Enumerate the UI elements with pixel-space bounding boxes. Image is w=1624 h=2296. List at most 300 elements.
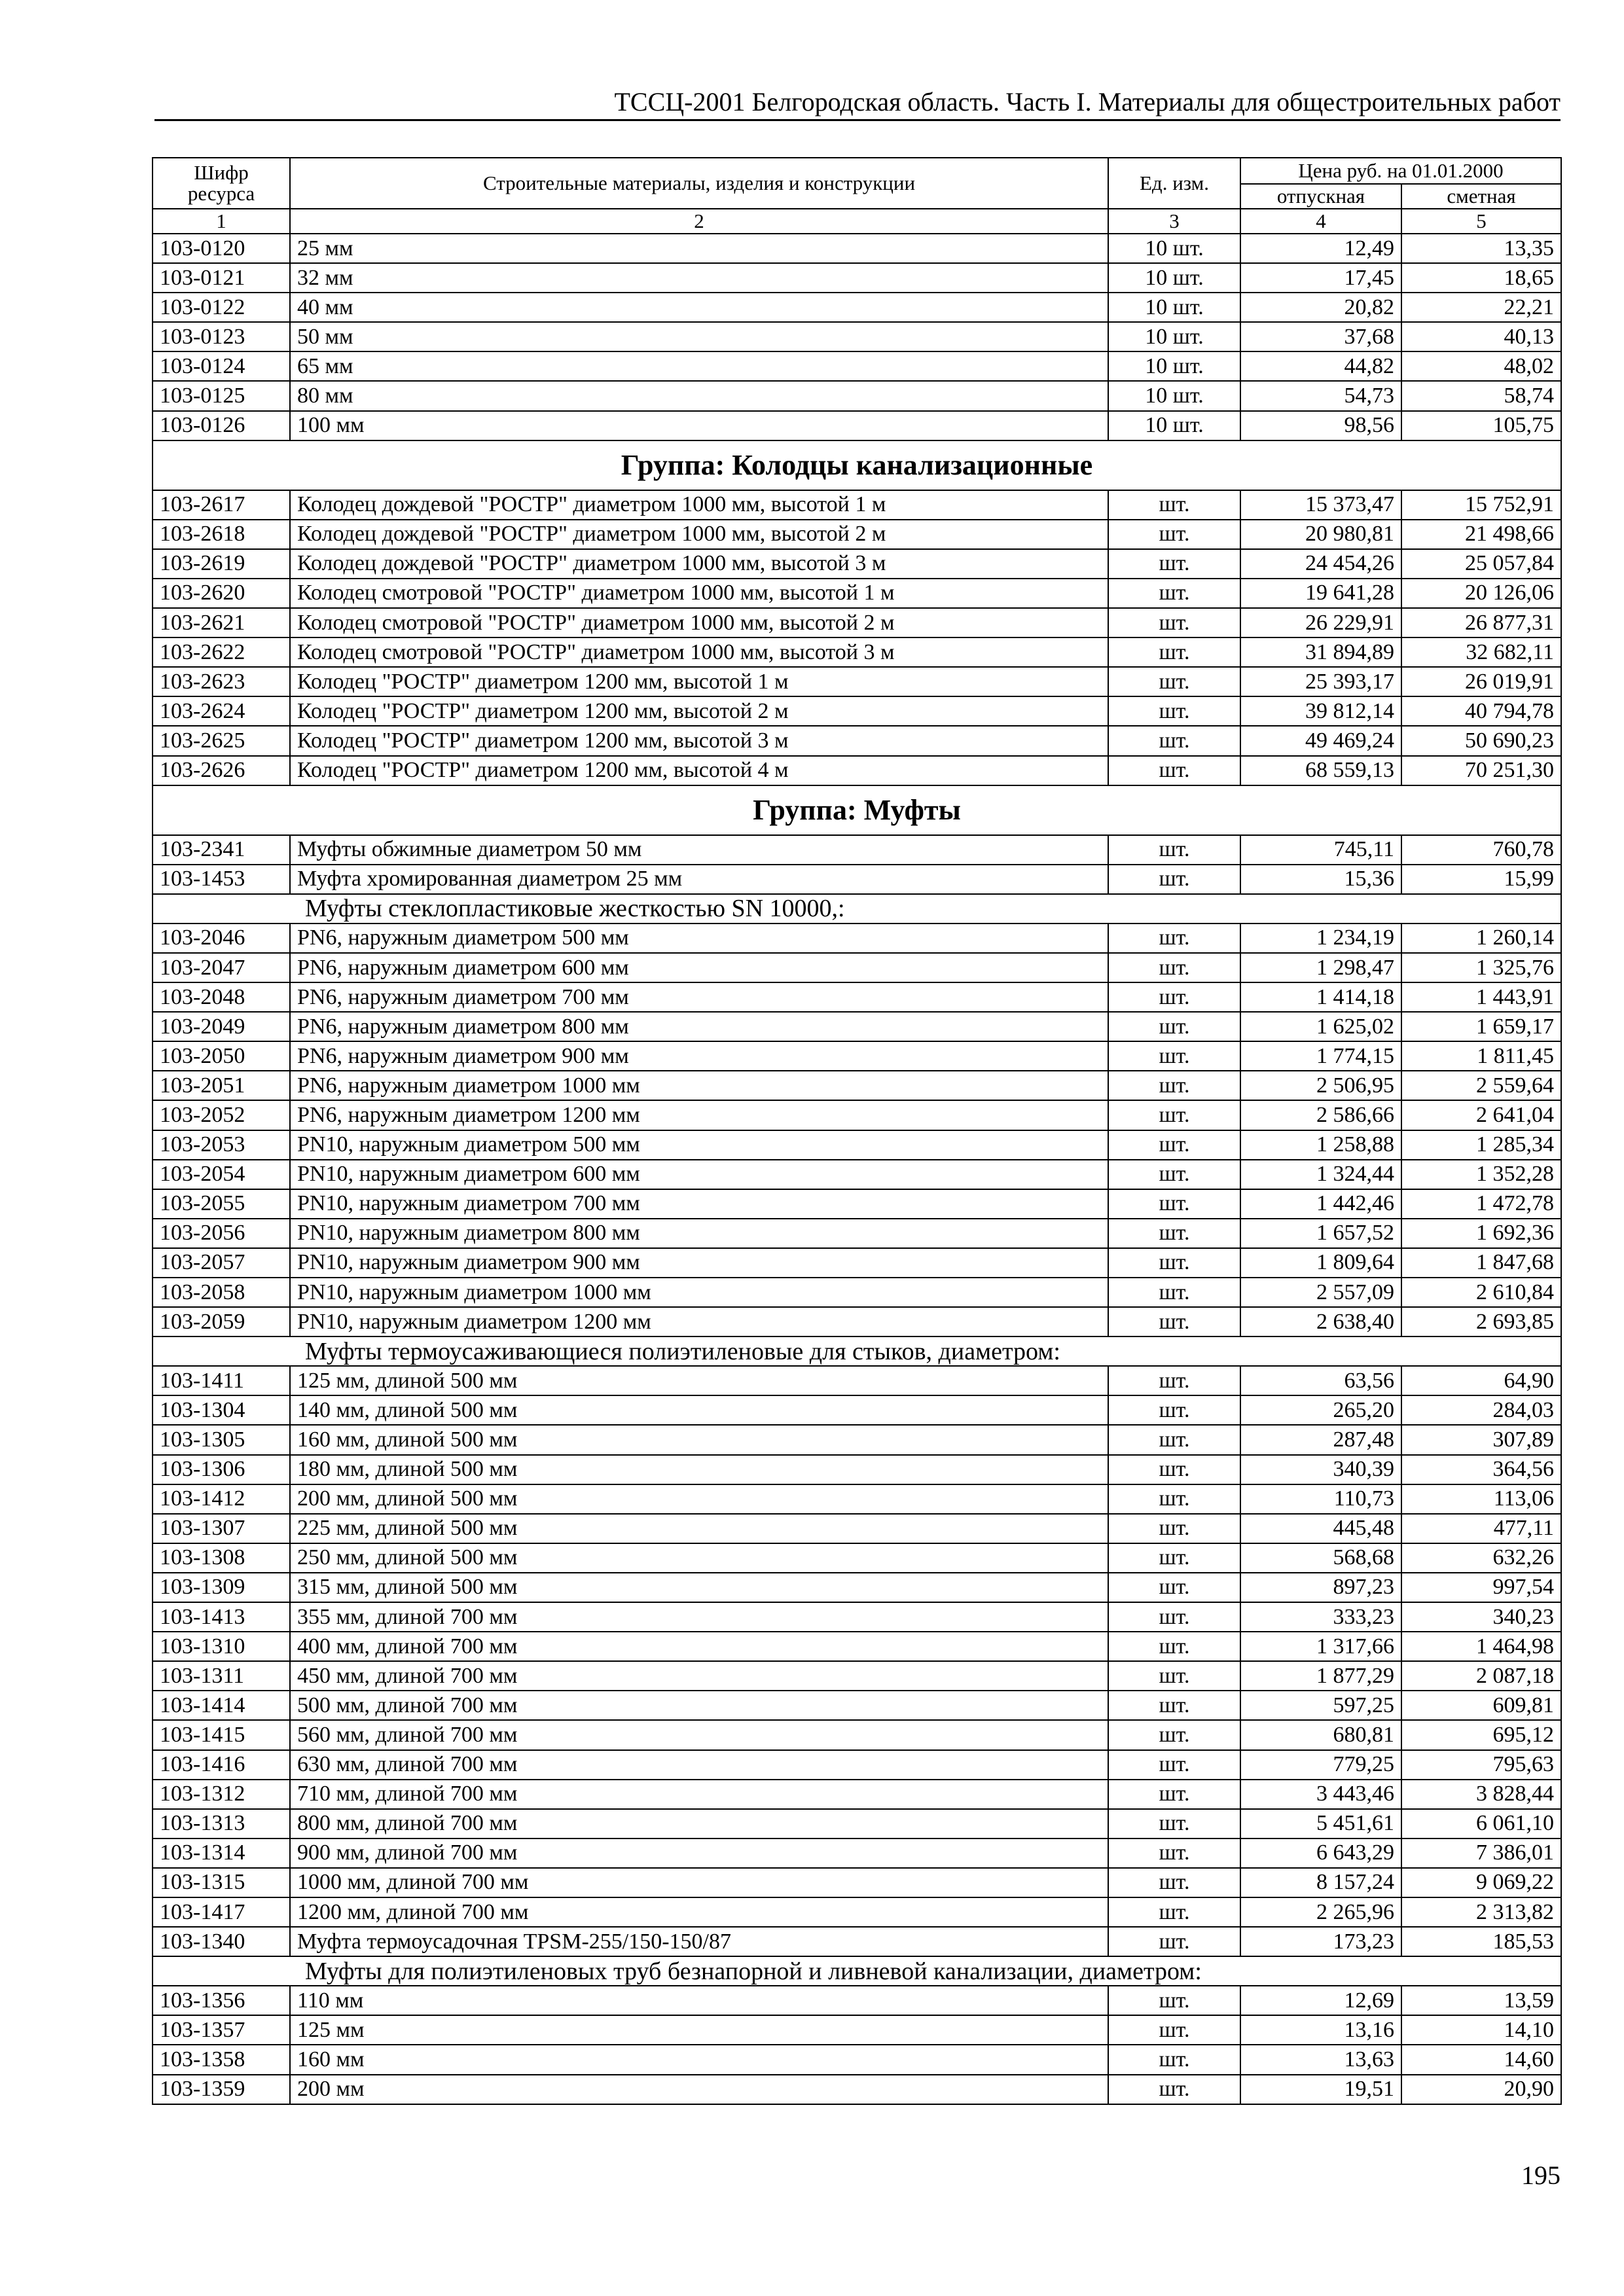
material-name: PN10, наружным диаметром 900 мм [290,1248,1108,1278]
material-name: PN6, наружным диаметром 700 мм [290,982,1108,1012]
release-price: 287,48 [1240,1425,1401,1454]
table-row [153,263,1561,293]
resource-code: 103-0125 [153,381,290,410]
material-name: 25 мм [290,234,1108,263]
unit-of-measure: шт. [1108,1809,1240,1839]
release-price: 1 809,64 [1240,1248,1401,1278]
release-price: 20,82 [1240,293,1401,322]
resource-code: 103-1415 [153,1720,290,1749]
table-row [153,381,1561,410]
material-name: 160 мм, длиной 500 мм [290,1425,1108,1454]
table-row [153,1868,1561,1897]
estimate-price: 1 472,78 [1401,1189,1561,1219]
estimate-price: 14,60 [1401,2045,1561,2074]
resource-code: 103-2623 [153,667,290,696]
estimate-price: 7 386,01 [1401,1839,1561,1868]
material-name: PN6, наружным диаметром 600 мм [290,953,1108,982]
material-name: Колодец дождевой "РОСТР" диаметром 1000 мм, высотой 1 м [290,490,1108,520]
material-name: Муфта термоусадочная TPSM-255/150-150/87 [290,1927,1108,1956]
resource-code: 103-2624 [153,696,290,726]
resource-code: 103-0126 [153,411,290,440]
estimate-price: 609,81 [1401,1691,1561,1720]
unit-of-measure: 10 шт. [1108,322,1240,351]
resource-code: 103-1414 [153,1691,290,1720]
material-name: 1000 мм, длиной 700 мм [290,1868,1108,1897]
table-row [153,293,1561,322]
resource-code: 103-0123 [153,322,290,351]
table-row [153,1425,1561,1454]
estimate-price: 695,12 [1401,1720,1561,1749]
release-price: 44,82 [1240,351,1401,381]
unit-of-measure: 10 шт. [1108,351,1240,381]
resource-code: 103-2051 [153,1071,290,1100]
resource-code: 103-1411 [153,1366,290,1395]
material-name: Колодец смотровой "РОСТР" диаметром 1000 мм, высотой 3 м [290,637,1108,667]
estimate-price: 13,59 [1401,1986,1561,2015]
material-name: 110 мм [290,1986,1108,2015]
estimate-price: 18,65 [1401,263,1561,293]
release-price: 24 454,26 [1240,549,1401,579]
material-name: PN10, наружным диаметром 1000 мм [290,1278,1108,1307]
material-name: PN6, наружным диаметром 500 мм [290,924,1108,953]
estimate-price: 14,10 [1401,2015,1561,2045]
estimate-price: 9 069,22 [1401,1868,1561,1897]
release-price: 20 980,81 [1240,520,1401,549]
material-name: 315 мм, длиной 500 мм [290,1573,1108,1602]
material-name: 900 мм, длиной 700 мм [290,1839,1108,1868]
unit-of-measure: 10 шт. [1108,381,1240,410]
table-row [153,1514,1561,1543]
unit-of-measure: шт. [1108,1632,1240,1661]
estimate-price: 15 752,91 [1401,490,1561,520]
estimate-price: 13,35 [1401,234,1561,263]
table-row [153,1366,1561,1395]
table-row [153,579,1561,608]
subgroup-heading-row [153,894,1561,924]
table-row [153,1455,1561,1484]
release-price: 1 877,29 [1240,1661,1401,1691]
unit-of-measure: шт. [1108,1189,1240,1219]
unit-of-measure: шт. [1108,1720,1240,1749]
table-row [153,2045,1561,2074]
estimate-price: 26 019,91 [1401,667,1561,696]
table-row [153,351,1561,381]
unit-of-measure: шт. [1108,1484,1240,1514]
table-row [153,953,1561,982]
table-row [153,1189,1561,1219]
estimate-price: 32 682,11 [1401,637,1561,667]
unit-of-measure: шт. [1108,756,1240,785]
table-row [153,1632,1561,1661]
unit-of-measure: шт. [1108,1160,1240,1189]
unit-of-measure: шт. [1108,726,1240,755]
subgroup-heading-row [153,1956,1561,1986]
table-row [153,1071,1561,1100]
estimate-price: 20 126,06 [1401,579,1561,608]
estimate-price: 48,02 [1401,351,1561,381]
release-price: 568,68 [1240,1543,1401,1573]
unit-of-measure: шт. [1108,1425,1240,1454]
estimate-price: 284,03 [1401,1395,1561,1425]
estimate-price: 50 690,23 [1401,726,1561,755]
table-row [153,924,1561,953]
release-price: 17,45 [1240,263,1401,293]
estimate-price: 1 352,28 [1401,1160,1561,1189]
estimate-price: 2 313,82 [1401,1897,1561,1927]
estimate-price: 20,90 [1401,2075,1561,2104]
resource-code: 103-1356 [153,1986,290,2015]
table-row [153,608,1561,637]
material-name: 200 мм, длиной 500 мм [290,1484,1108,1514]
col-header-release: отпускная [1240,184,1401,209]
table-row [153,520,1561,549]
unit-of-measure: шт. [1108,953,1240,982]
material-name: PN10, наружным диаметром 500 мм [290,1130,1108,1160]
release-price: 745,11 [1240,835,1401,865]
estimate-price: 1 325,76 [1401,953,1561,982]
unit-of-measure: шт. [1108,1780,1240,1809]
resource-code: 103-2626 [153,756,290,785]
material-name: 500 мм, длиной 700 мм [290,1691,1108,1720]
resource-code: 103-2046 [153,924,290,953]
price-table [152,157,1562,2105]
release-price: 68 559,13 [1240,756,1401,785]
unit-of-measure: шт. [1108,924,1240,953]
subgroup-title: Муфты для полиэтиленовых труб безнапорной и ливневой канализации, диаметром: [153,1956,1561,1986]
unit-of-measure: шт. [1108,1868,1240,1897]
estimate-price: 307,89 [1401,1425,1561,1454]
table-row [153,1307,1561,1336]
material-name: PN6, наружным диаметром 800 мм [290,1012,1108,1041]
material-name: 125 мм [290,2015,1108,2045]
release-price: 39 812,14 [1240,696,1401,726]
col-number: 5 [1401,209,1561,234]
release-price: 1 234,19 [1240,924,1401,953]
resource-code: 103-2621 [153,608,290,637]
unit-of-measure: шт. [1108,1219,1240,1248]
release-price: 2 265,96 [1240,1897,1401,1927]
page-number: 195 [1521,2161,1561,2190]
table-row [153,1130,1561,1160]
unit-of-measure: шт. [1108,1455,1240,1484]
resource-code: 103-1416 [153,1750,290,1780]
table-row [153,1986,1561,2015]
col-header-code: Шифр ресурса [153,158,290,209]
unit-of-measure: шт. [1108,1307,1240,1336]
resource-code: 103-2047 [153,953,290,982]
release-price: 12,49 [1240,234,1401,263]
estimate-price: 364,56 [1401,1455,1561,1484]
resource-code: 103-2053 [153,1130,290,1160]
estimate-price: 632,26 [1401,1543,1561,1573]
col-number: 2 [290,209,1108,234]
material-name: 180 мм, длиной 500 мм [290,1455,1108,1484]
table-row [153,696,1561,726]
table-row [153,1661,1561,1691]
release-price: 6 643,29 [1240,1839,1401,1868]
resource-code: 103-2055 [153,1189,290,1219]
table-row [153,549,1561,579]
estimate-price: 2 610,84 [1401,1278,1561,1307]
resource-code: 103-2059 [153,1307,290,1336]
col-number: 1 [153,209,290,234]
table-row [153,1809,1561,1839]
estimate-price: 15,99 [1401,865,1561,894]
resource-code: 103-2048 [153,982,290,1012]
table-row [153,1395,1561,1425]
resource-code: 103-1311 [153,1661,290,1691]
estimate-price: 1 260,14 [1401,924,1561,953]
material-name: 450 мм, длиной 700 мм [290,1661,1108,1691]
material-name: 1200 мм, длиной 700 мм [290,1897,1108,1927]
material-name: Колодец "РОСТР" диаметром 1200 мм, высотой 3 м [290,726,1108,755]
release-price: 49 469,24 [1240,726,1401,755]
resource-code: 103-1315 [153,1868,290,1897]
material-name: Колодец "РОСТР" диаметром 1200 мм, высотой 1 м [290,667,1108,696]
estimate-price: 40,13 [1401,322,1561,351]
resource-code: 103-1413 [153,1602,290,1632]
resource-code: 103-1314 [153,1839,290,1868]
estimate-price: 997,54 [1401,1573,1561,1602]
estimate-price: 185,53 [1401,1927,1561,1956]
resource-code: 103-2049 [153,1012,290,1041]
release-price: 5 451,61 [1240,1809,1401,1839]
unit-of-measure: 10 шт. [1108,234,1240,263]
table-row [153,1012,1561,1041]
table-row [153,982,1561,1012]
material-name: 125 мм, длиной 500 мм [290,1366,1108,1395]
table-row [153,234,1561,263]
table-row [153,756,1561,785]
unit-of-measure: шт. [1108,2045,1240,2074]
material-name: 800 мм, длиной 700 мм [290,1809,1108,1839]
material-name: PN10, наружным диаметром 800 мм [290,1219,1108,1248]
group-heading-row [153,785,1561,835]
material-name: 50 мм [290,322,1108,351]
header-rule [154,119,1561,121]
table-row [153,1160,1561,1189]
material-name: Колодец "РОСТР" диаметром 1200 мм, высотой 4 м [290,756,1108,785]
subgroup-title: Муфты стеклопластиковые жесткостью SN 10000,: [153,894,1561,924]
release-price: 13,63 [1240,2045,1401,2074]
unit-of-measure: шт. [1108,1750,1240,1780]
table-row [153,1839,1561,1868]
unit-of-measure: шт. [1108,1573,1240,1602]
release-price: 19,51 [1240,2075,1401,2104]
estimate-price: 2 693,85 [1401,1307,1561,1336]
material-name: Колодец смотровой "РОСТР" диаметром 1000 мм, высотой 2 м [290,608,1108,637]
subgroup-title: Муфты термоусаживающиеся полиэтиленовые для стыков, диаметром: [153,1336,1561,1366]
estimate-price: 26 877,31 [1401,608,1561,637]
unit-of-measure: 10 шт. [1108,293,1240,322]
release-price: 15,36 [1240,865,1401,894]
estimate-price: 1 811,45 [1401,1041,1561,1071]
release-price: 340,39 [1240,1455,1401,1484]
release-price: 63,56 [1240,1366,1401,1395]
material-name: 80 мм [290,381,1108,410]
table-row [153,2075,1561,2104]
resource-code: 103-1340 [153,1927,290,1956]
unit-of-measure: шт. [1108,1839,1240,1868]
unit-of-measure: шт. [1108,1071,1240,1100]
estimate-price: 1 464,98 [1401,1632,1561,1661]
release-price: 445,48 [1240,1514,1401,1543]
estimate-price: 105,75 [1401,411,1561,440]
group-title: Группа: Колодцы канализационные [153,440,1561,490]
table-row [153,322,1561,351]
unit-of-measure: шт. [1108,1543,1240,1573]
unit-of-measure: 10 шт. [1108,411,1240,440]
release-price: 1 317,66 [1240,1632,1401,1661]
release-price: 333,23 [1240,1602,1401,1632]
resource-code: 103-1417 [153,1897,290,1927]
estimate-price: 6 061,10 [1401,1809,1561,1839]
release-price: 19 641,28 [1240,579,1401,608]
resource-code: 103-1412 [153,1484,290,1514]
resource-code: 103-1308 [153,1543,290,1573]
resource-code: 103-1359 [153,2075,290,2104]
material-name: PN6, наружным диаметром 1000 мм [290,1071,1108,1100]
table-row [153,1750,1561,1780]
resource-code: 103-0120 [153,234,290,263]
estimate-price: 70 251,30 [1401,756,1561,785]
unit-of-measure: шт. [1108,2075,1240,2104]
material-name: 250 мм, длиной 500 мм [290,1543,1108,1573]
unit-of-measure: шт. [1108,520,1240,549]
material-name: Муфты обжимные диаметром 50 мм [290,835,1108,865]
resource-code: 103-1312 [153,1780,290,1809]
unit-of-measure: шт. [1108,667,1240,696]
table-row [153,1219,1561,1248]
unit-of-measure: шт. [1108,549,1240,579]
resource-code: 103-1305 [153,1425,290,1454]
table-row [153,1100,1561,1130]
resource-code: 103-1307 [153,1514,290,1543]
price-table-body [153,234,1561,2104]
resource-code: 103-2050 [153,1041,290,1071]
release-price: 779,25 [1240,1750,1401,1780]
table-row [153,411,1561,440]
unit-of-measure: шт. [1108,1278,1240,1307]
estimate-price: 477,11 [1401,1514,1561,1543]
resource-code: 103-1358 [153,2045,290,2074]
release-price: 8 157,24 [1240,1868,1401,1897]
table-row [153,1484,1561,1514]
estimate-price: 2 087,18 [1401,1661,1561,1691]
material-name: 65 мм [290,351,1108,381]
estimate-price: 340,23 [1401,1602,1561,1632]
release-price: 25 393,17 [1240,667,1401,696]
estimate-price: 21 498,66 [1401,520,1561,549]
unit-of-measure: шт. [1108,1130,1240,1160]
resource-code: 103-1313 [153,1809,290,1839]
release-price: 597,25 [1240,1691,1401,1720]
material-name: PN10, наружным диаметром 600 мм [290,1160,1108,1189]
release-price: 2 586,66 [1240,1100,1401,1130]
resource-code: 103-1304 [153,1395,290,1425]
resource-code: 103-2617 [153,490,290,520]
unit-of-measure: шт. [1108,865,1240,894]
estimate-price: 1 659,17 [1401,1012,1561,1041]
resource-code: 103-2056 [153,1219,290,1248]
material-name: PN6, наружным диаметром 900 мм [290,1041,1108,1071]
subgroup-heading-row [153,1336,1561,1366]
release-price: 2 557,09 [1240,1278,1401,1307]
resource-code: 103-2620 [153,579,290,608]
material-name: Муфта хромированная диаметром 25 мм [290,865,1108,894]
resource-code: 103-1453 [153,865,290,894]
unit-of-measure: 10 шт. [1108,263,1240,293]
unit-of-measure: шт. [1108,1100,1240,1130]
release-price: 1 625,02 [1240,1012,1401,1041]
resource-code: 103-2618 [153,520,290,549]
table-row [153,1780,1561,1809]
unit-of-measure: шт. [1108,1248,1240,1278]
material-name: 630 мм, длиной 700 мм [290,1750,1108,1780]
resource-code: 103-2058 [153,1278,290,1307]
table-row [153,726,1561,755]
unit-of-measure: шт. [1108,835,1240,865]
release-price: 37,68 [1240,322,1401,351]
estimate-price: 795,63 [1401,1750,1561,1780]
unit-of-measure: шт. [1108,1366,1240,1395]
material-name: PN6, наружным диаметром 1200 мм [290,1100,1108,1130]
col-number: 3 [1108,209,1240,234]
table-row [153,1041,1561,1071]
col-header-price: Цена руб. на 01.01.2000 [1240,158,1561,184]
release-price: 110,73 [1240,1484,1401,1514]
unit-of-measure: шт. [1108,1602,1240,1632]
resource-code: 103-2057 [153,1248,290,1278]
table-row [153,1720,1561,1749]
release-price: 12,69 [1240,1986,1401,2015]
unit-of-measure: шт. [1108,696,1240,726]
estimate-price: 22,21 [1401,293,1561,322]
estimate-price: 1 692,36 [1401,1219,1561,1248]
resource-code: 103-1357 [153,2015,290,2045]
estimate-price: 1 847,68 [1401,1248,1561,1278]
release-price: 1 442,46 [1240,1189,1401,1219]
estimate-price: 2 641,04 [1401,1100,1561,1130]
table-row [153,1927,1561,1956]
unit-of-measure: шт. [1108,1927,1240,1956]
material-name: 100 мм [290,411,1108,440]
estimate-price: 2 559,64 [1401,1071,1561,1100]
col-header-unit: Ед. изм. [1108,158,1240,209]
estimate-price: 40 794,78 [1401,696,1561,726]
release-price: 15 373,47 [1240,490,1401,520]
table-row [153,1278,1561,1307]
material-name: 32 мм [290,263,1108,293]
estimate-price: 1 443,91 [1401,982,1561,1012]
release-price: 2 638,40 [1240,1307,1401,1336]
table-row [153,835,1561,865]
material-name: Колодец смотровой "РОСТР" диаметром 1000 мм, высотой 1 м [290,579,1108,608]
resource-code: 103-1306 [153,1455,290,1484]
resource-code: 103-2054 [153,1160,290,1189]
release-price: 1 414,18 [1240,982,1401,1012]
release-price: 1 774,15 [1240,1041,1401,1071]
table-row [153,865,1561,894]
estimate-price: 25 057,84 [1401,549,1561,579]
table-row [153,1602,1561,1632]
release-price: 54,73 [1240,381,1401,410]
table-row [153,490,1561,520]
release-price: 1 324,44 [1240,1160,1401,1189]
resource-code: 103-2622 [153,637,290,667]
release-price: 265,20 [1240,1395,1401,1425]
material-name: Колодец "РОСТР" диаметром 1200 мм, высотой 2 м [290,696,1108,726]
